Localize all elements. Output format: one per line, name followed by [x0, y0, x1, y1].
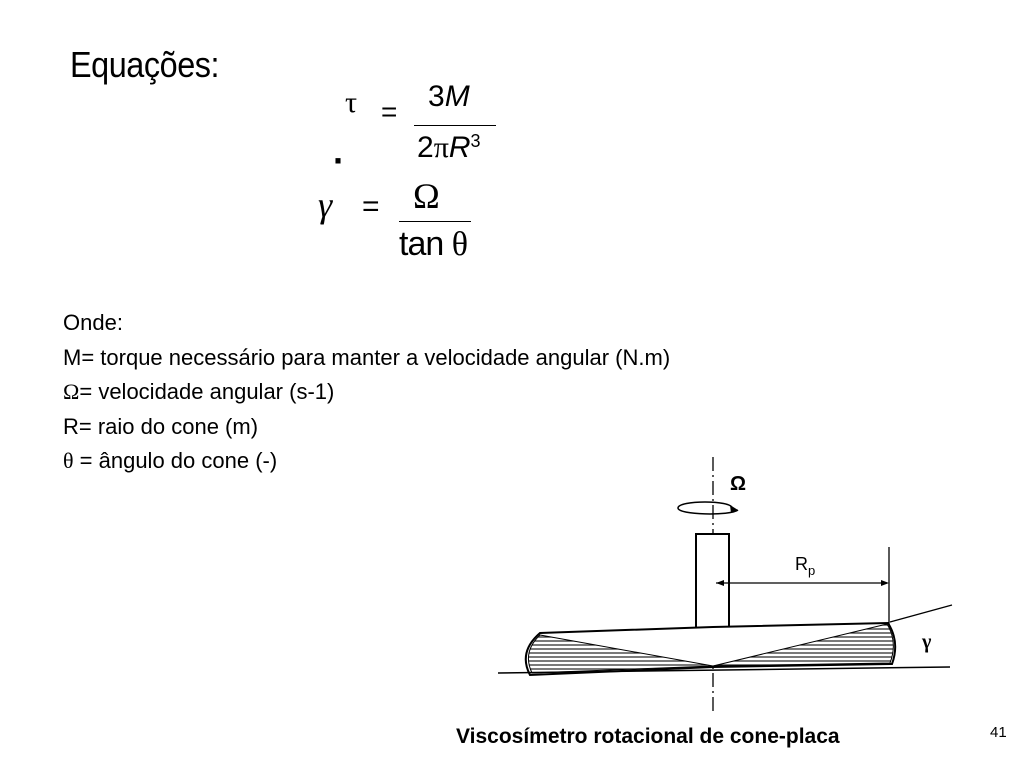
omega-label: Ω — [730, 473, 747, 495]
page-number: 41 — [990, 724, 1007, 741]
numerator-coefficient: 3 — [428, 80, 445, 113]
definition-symbol: M — [63, 344, 82, 370]
cone-plate-diagram — [490, 452, 960, 720]
fraction-bar — [414, 125, 496, 126]
definition-text: = velocidade angular (s-1) — [79, 379, 335, 404]
fraction-bar — [399, 221, 471, 222]
tau-symbol: τ — [345, 86, 358, 119]
dot-symbol: · — [333, 140, 345, 181]
definition-symbol: R — [63, 413, 79, 439]
diagram-caption: Viscosímetro rotacional de cone-placa — [456, 725, 840, 748]
numerator-variable: M — [444, 80, 470, 113]
definition-symbol: θ — [63, 448, 74, 473]
definition-item — [63, 410, 670, 445]
denominator — [399, 225, 467, 264]
radius-arrow-right-icon — [881, 580, 889, 586]
pi-symbol: π — [433, 131, 449, 164]
omega-symbol: Ω — [413, 176, 440, 216]
definition-text: = raio do cone (m) — [78, 413, 259, 439]
cone-angle-line — [890, 605, 952, 622]
equals-sign: = — [362, 190, 380, 223]
definition-text: = torque necessário para manter a velocidade angular (N.m) — [81, 344, 671, 370]
spindle-shaft — [696, 534, 729, 628]
numerator — [428, 80, 470, 114]
definition-item — [63, 341, 670, 376]
definition-item — [63, 375, 670, 410]
equals-sign: = — [381, 96, 398, 127]
tan-function: tan — [399, 225, 444, 263]
denominator — [417, 131, 481, 165]
denominator-coefficient: 2 — [417, 131, 434, 164]
denominator-exponent: 3 — [470, 131, 481, 151]
definition-symbol: Ω — [63, 379, 80, 404]
slide-title: Equações: — [70, 44, 220, 85]
angle-label: γ — [922, 631, 932, 653]
gamma-symbol: γ — [318, 185, 333, 225]
radius-label: $R_p$ — [795, 554, 816, 578]
denominator-variable: R — [448, 131, 471, 164]
definition-text: = ângulo do cone (-) — [73, 448, 278, 473]
theta-symbol: θ — [451, 226, 468, 263]
definitions-heading: Onde: — [63, 310, 123, 335]
rotation-arrow-icon — [678, 502, 738, 514]
